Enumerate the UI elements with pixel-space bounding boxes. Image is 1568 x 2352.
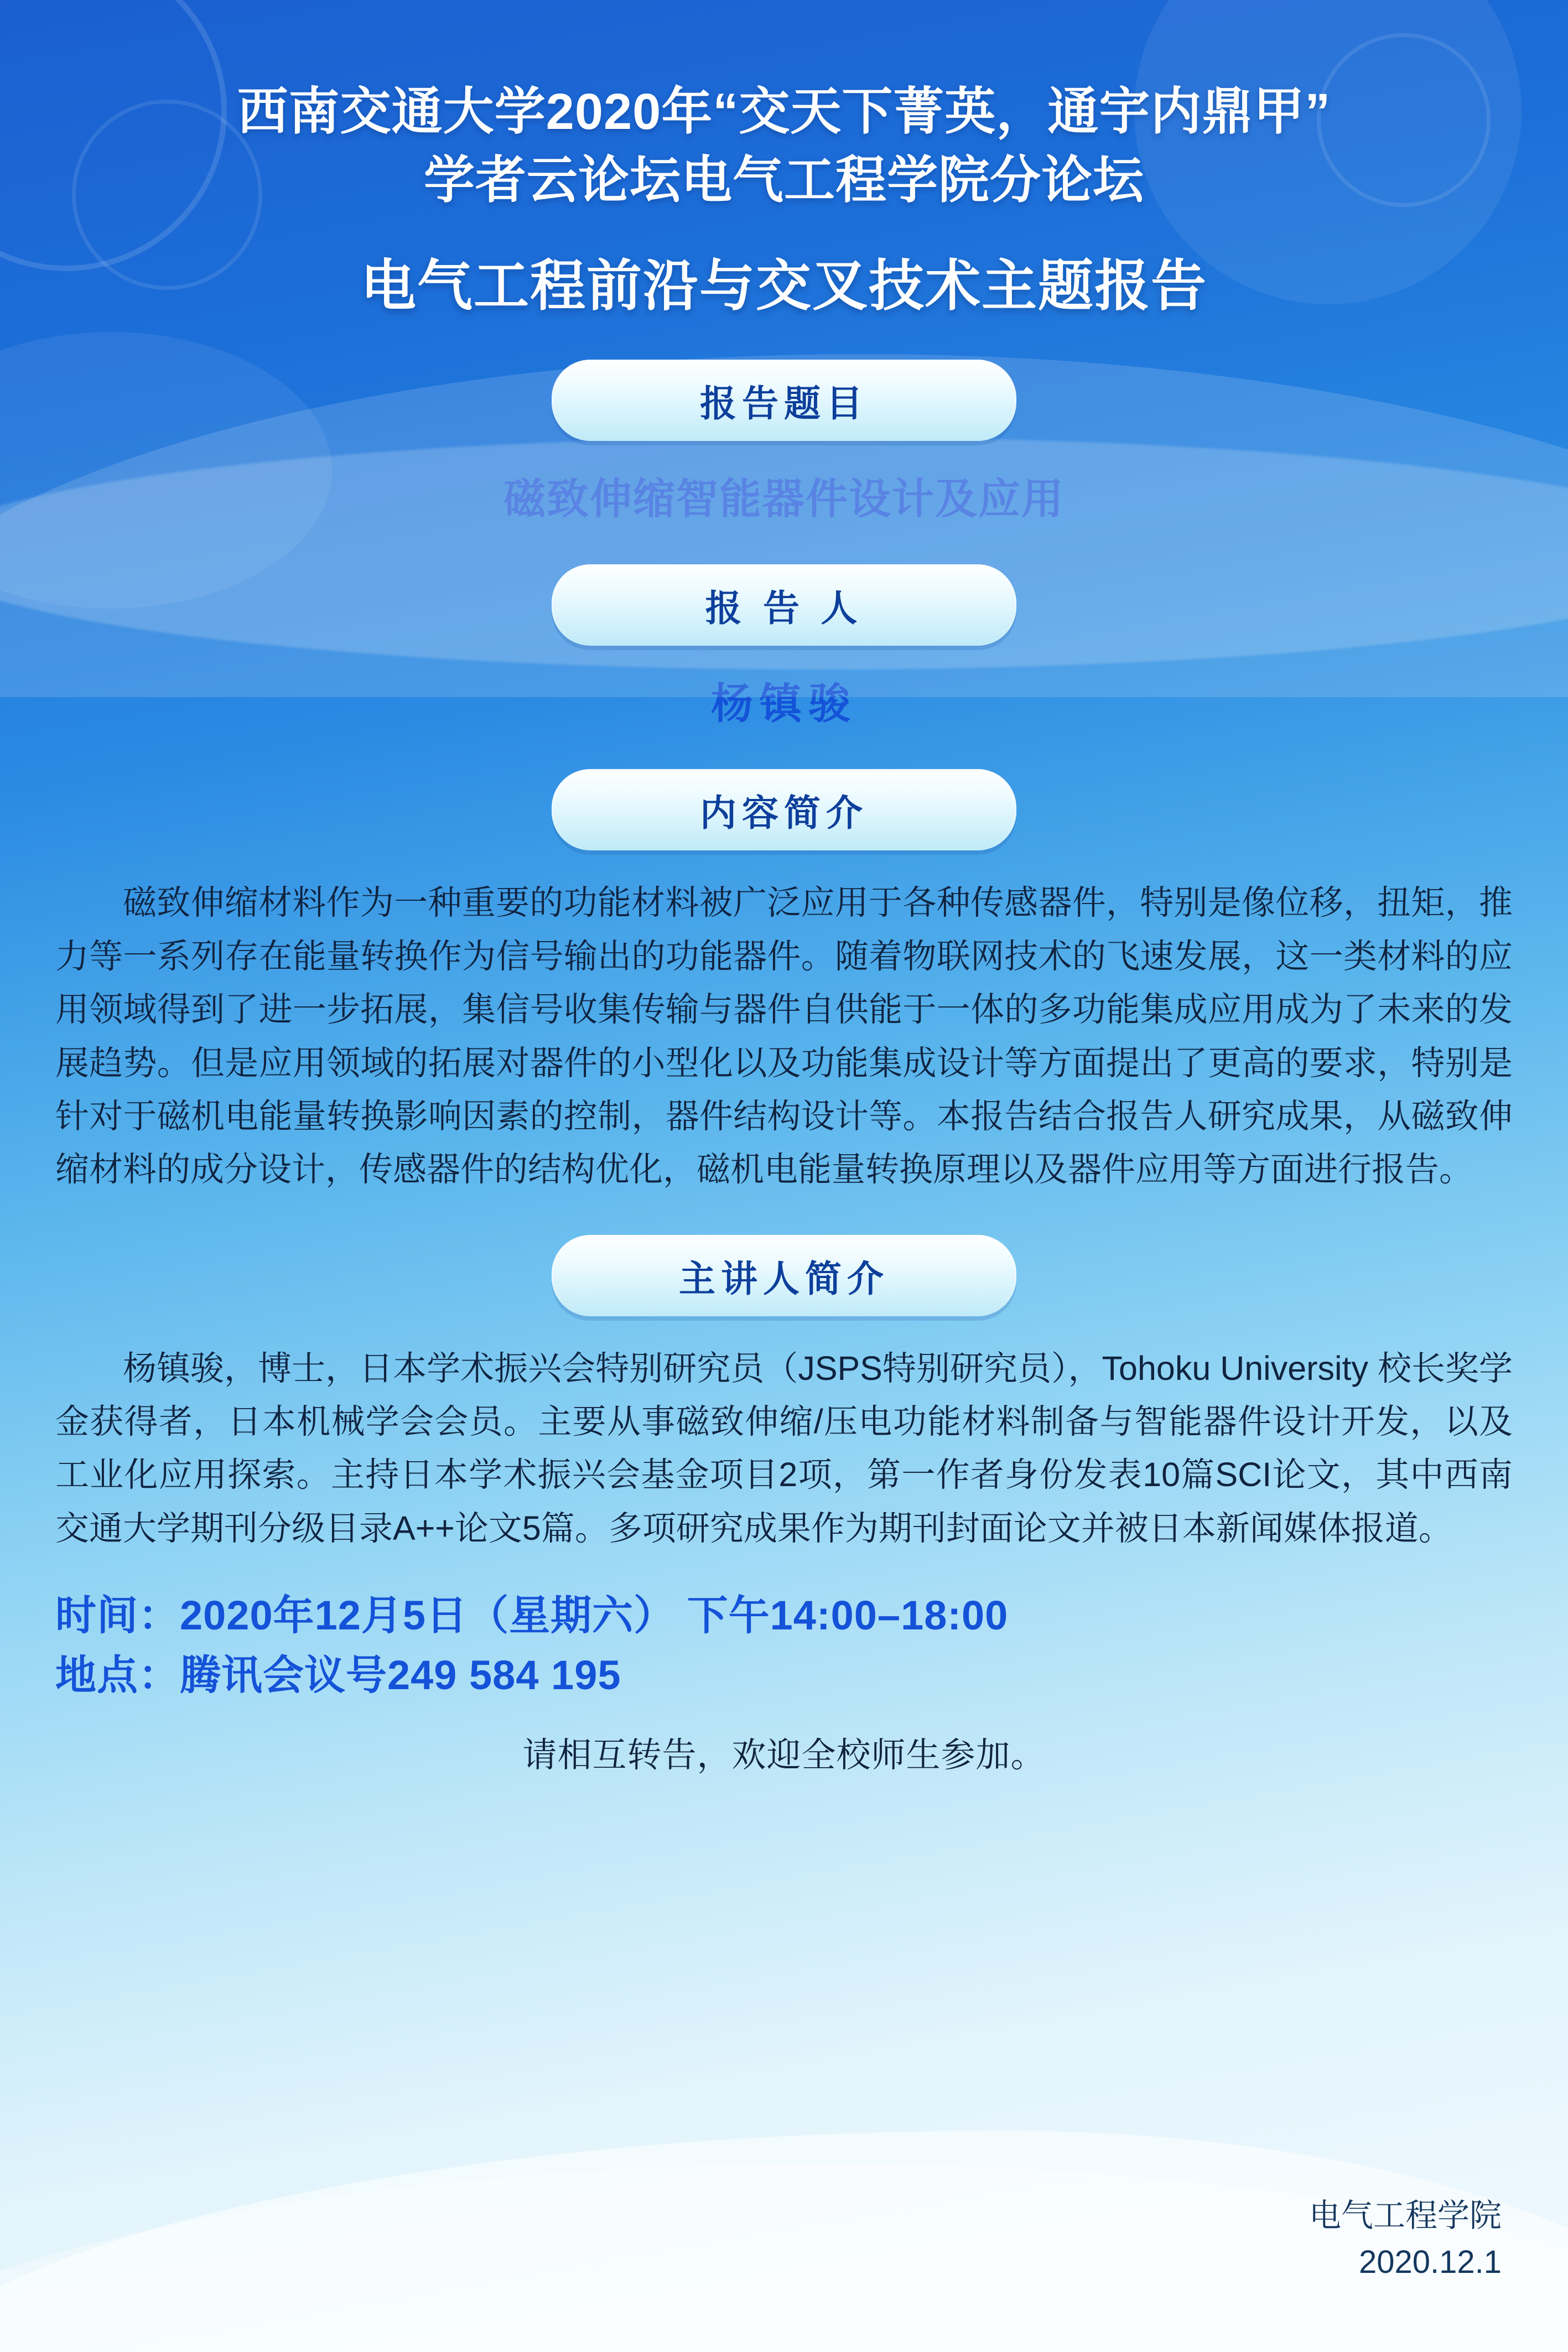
- logistics-block: [55, 1586, 1513, 1777]
- footer-date: 2020.12.1: [1358, 2244, 1502, 2280]
- place-line: 地点：腾讯会议号249 584 195: [55, 1652, 621, 1699]
- time-line: 时间：2020年12月5日（星期六） 下午14:00–18:00: [55, 1592, 1009, 1639]
- notice-line: 请相互转告，欢迎全校师生参加。: [522, 1736, 1046, 1775]
- title-line-2: 学者云论坛电气工程学院分论坛: [423, 152, 1144, 209]
- topic-value: 磁致伸缩智能器件设计及应用: [503, 476, 1065, 523]
- poster-header: [0, 0, 1568, 321]
- section-label-speaker: 报 告 人: [552, 564, 1016, 646]
- footer-organization: 电气工程学院: [1309, 2197, 1502, 2234]
- poster-footer: [1309, 2193, 1502, 2286]
- poster-subtitle: 电气工程前沿与交叉技术主题报告: [361, 255, 1207, 318]
- abstract-label-wrap: [0, 769, 1568, 850]
- section-label-bio: 主讲人简介: [552, 1235, 1016, 1316]
- bio-text: 杨镇骏，博士，日本学术振兴会特别研究员（JSPS特别研究员），Tohoku University 校长奖学金获得者，日本机械学会会员。主要从事磁致伸缩/压电功能材料制备与智能器件设计开发，以及工业化应用探索。主持日本学术振兴会基金项目2项，第一作者身份发表10篇SCI论文，其中西南交通大学期刊分级目录A++论文5篇。多项研究成果作为期刊封面论文并被日本新闻媒体报道。: [55, 1349, 1513, 1547]
- abstract-text: 磁致伸缩材料作为一种重要的功能材料被广泛应用于各种传感器件，特别是像位移，扭矩，推力等一系列存在能量转换作为信号输出的功能器件。随着物联网技术的飞速发展，这一类材料的应用领域得到了进一步拓展，集信号收集传输与器件自供能于一体的多功能集成应用成为了未来的发展趋势。但是应用领域的拓展对器件的小型化以及功能集成设计等方面提出了更高的要求，特别是针对于磁机电能量转换影响因素的控制，器件结构设计等。本报告结合报告人研究成果，从磁致伸缩材料的成分设计，传感器件的结构优化，磁机电能量转换原理以及器件应用等方面进行报告。: [55, 884, 1513, 1188]
- section-label-abstract: 内容简介: [552, 769, 1016, 850]
- bio-label-wrap: [0, 1235, 1568, 1316]
- section-label-topic: 报告题目: [552, 360, 1016, 441]
- speaker-value: 杨镇骏: [711, 681, 857, 728]
- title-line-1: 西南交通大学2020年“交天下菁英，通宇内鼎甲”: [237, 84, 1331, 140]
